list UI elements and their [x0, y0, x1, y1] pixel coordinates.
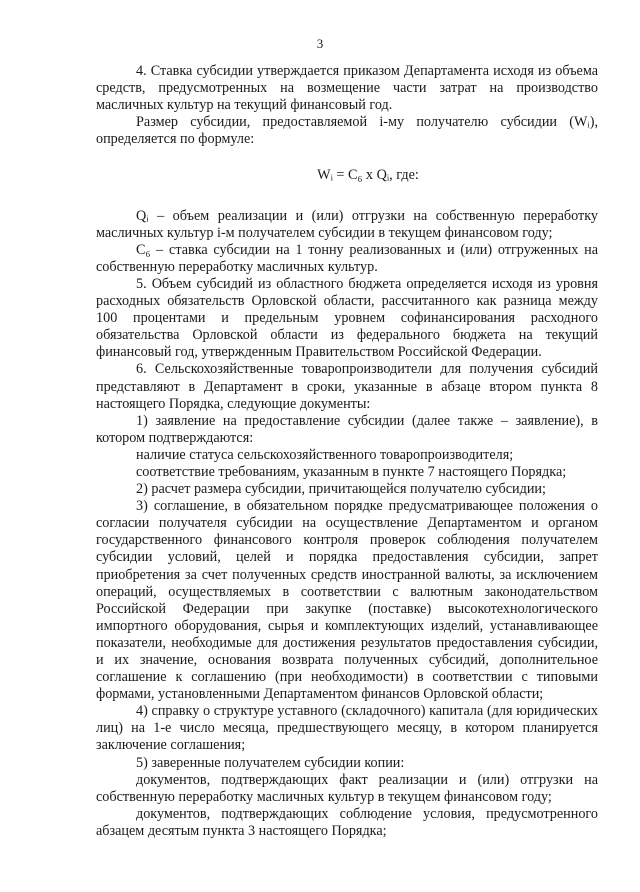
- document-body: [96, 63, 598, 840]
- list-subitem-compliance-documents: документов, подтверждающих соблюдение условия, предусмотренного абзацем десятым пункта 3 настоящего Порядка;: [96, 805, 598, 839]
- list-item-1-application: 1) заявление на предоставление субсидии (далее также – заявление), в котором подтверждаются:: [96, 412, 598, 446]
- formula: Wᵢ = С₆ х Qᵢ, где:: [317, 167, 419, 184]
- list-item-2-calculation: 2) расчет размера субсидии, причитающейся получателю субсидии;: [136, 481, 546, 498]
- paragraph-subsidy-size: Размер субсидии, предоставляемой i-му получателю субсидии (Wᵢ), определяется по формуле:: [96, 114, 598, 148]
- list-item-5-certified-copies: 5) заверенные получателем субсидии копии:: [136, 754, 405, 771]
- paragraph-4-subsidy-rate: 4. Ставка субсидии утверждается приказом Департамента исходя из объема средств, предусмотренных на возмещение части затрат на производство масличных культур на текущий финансовый год.: [96, 63, 598, 114]
- list-subitem-status: наличие статуса сельскохозяйственного товаропроизводителя;: [136, 446, 514, 463]
- list-item-3-agreement: 3) соглашение, в обязательном порядке предусматривающее положения о согласии получателя субсидии на осуществление Департаментом и органом государственного финансового контроля проверок соблюдения получателем субсидии условий, целей и порядка предоставления субсидии, запрет приобретения за счет полученных средств иностранной валюты, за исключением операций, осуществляемых в соответствии с валютным законодательством Российской Федерации при закупке (поставке) высокотехнологического импортного оборудования, сырья и комплектующих изделий, устанавливающее показатели, необходимые для достижения результатов предоставления субсидии, и их значение, основания возврата полученных субсидий, дополнительное соглашение к соглашению (при необходимости) в соответствии с типовыми формами, установленными Департаментом финансов Орловской области;: [96, 498, 598, 703]
- paragraph-6-documents: 6. Сельскохозяйственные товаропроизводители для получения субсидий представляют в Департамент в сроки, указанные в абзаце втором пункта 8 настоящего Порядка, следующие документы:: [96, 361, 598, 412]
- definition-cb: С₆ – ставка субсидии на 1 тонну реализованных и (или) отгруженных на собственную переработку масличных культур.: [96, 241, 598, 275]
- definition-qi: Qᵢ – объем реализации и (или) отгрузки на собственную переработку масличных культур i-м получателем субсидии в текущем финансовом году;: [96, 207, 598, 241]
- list-item-4-capital-certificate: 4) справку о структуре уставного (складочного) капитала (для юридических лиц) на 1-е число месяца, предшествующего месяцу, в котором планируется заключение соглашения;: [96, 703, 598, 754]
- list-subitem-sales-documents: документов, подтверждающих факт реализации и (или) отгрузки на собственную переработку масличных культур в текущем финансовом году;: [96, 771, 598, 805]
- page-number: 3: [316, 36, 324, 51]
- paragraph-5-subsidy-volume: 5. Объем субсидий из областного бюджета определяется исходя из уровня расходных обязательств Орловской области, рассчитанного как разница между 100 процентами и предельным уровнем софинансирования расходного обязательства Орловской области из федерального бюджета на текущий финансовый год, утвержденным Правительством Российской Федерации.: [96, 275, 598, 361]
- list-subitem-compliance: соответствие требованиям, указанным в пункте 7 настоящего Порядка;: [136, 463, 567, 480]
